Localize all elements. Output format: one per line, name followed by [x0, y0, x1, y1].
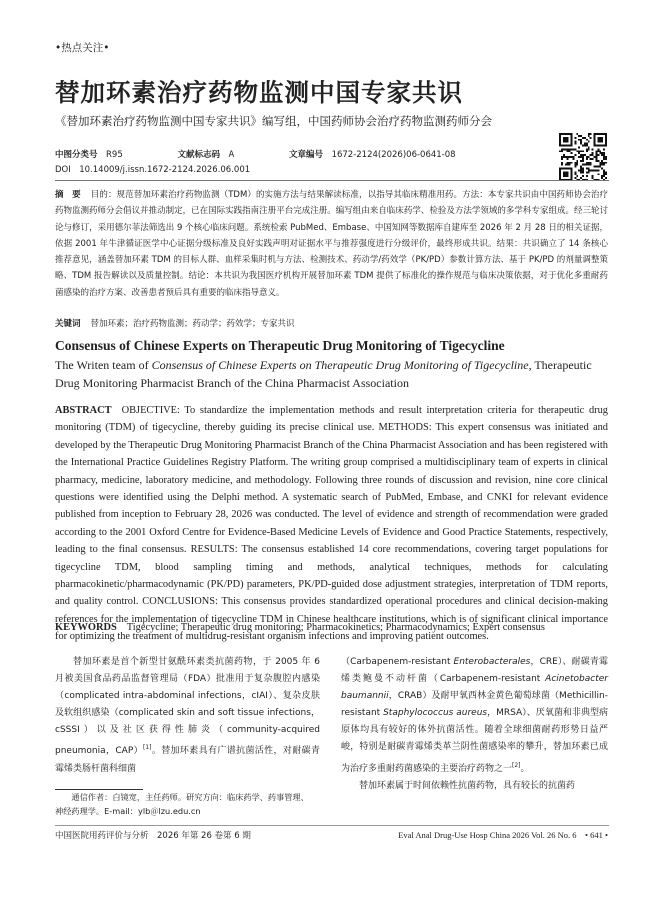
document-code: 文献标志码 A: [177, 150, 235, 160]
abstract-label-cn: 摘 要: [55, 190, 81, 200]
clc-number: 中图分类号 R95: [55, 150, 123, 160]
abstract-text-cn: 目的：规范替加环素治疗药物监测（TDM）的实施方法与结果解读标准，以指导其临床精准用药。方法：本专家共识由中国药师协会治疗药物监测药师分会倡议并推动制定，已在国际实践指南注册平台完成注册。编写组由来自临床药学、检验及方法学领域的多学科专家组成。经三轮讨论与修订，采用德尔菲法筛选出 9 个核心临床问题。系统检索 PubMed、Embase、中国知网等数据库自建库至 2026 年 2 月 28 日的相关证据，依据 2001 年牛津循证医学中心证据分级标准及良好实践声明对证据水平与推荐强度进行分级评价，最终形成共识。结果：共识确立了 14 条核心推荐意见，涵盖替加环素 TDM 的目标人群、血样采集时机与方法、检测技术、药动学/药效学（PK/PD）参数计算方法、基于 PK/PD 的剂量调整策略、TDM 报告解读以及质量控制。结论：本共识为我国医疗机构开展替加环素 TDM 提供了标准化的操作规范与临床决策依据，对于优化多重耐药菌感染的治疗方案、改善患者预后具有重要的临床指导意义。: [55, 190, 608, 298]
paragraph: （Carbapenem-resistant Enterobacterales，CRE）、耐碳青霉烯类鲍曼不动杆菌（Carbapenem-resistant Acinetobacter baumannii，CRAB）及耐甲氧西林金黄色葡萄球菌（Methicillin-resistant Staphylococcus aureus，MRSA）、厌氧菌和非典型病原体均具有较好的体外抗菌活性。随着全球细菌耐药形势日益严峻，特别是耐碳青霉烯类革兰阴性菌感染率的攀升，替加环素已成为治疗多重耐药菌感染的主要治疗药物之一[2]。: [341, 657, 608, 774]
keywords-en: [55, 622, 608, 633]
footnote-divider: [55, 789, 143, 790]
body-column-left: 替加环素是首个新型甘氨酰环素类抗菌药物，于 2005 年 6 月被美国食品药品监督管理局（FDA）批准用于复杂腹腔内感染（complicated intra-abdominal infections，cIAI）、复杂皮肤及软组织感染（complicated skin and soft tissue infections，cSSSI）以及社区获得性肺炎（community-acquired pneumonia，CAP）[1]。替加环素具有广谱抗菌活性，对耐碳青霉烯类肠杆菌科细菌: [55, 657, 320, 774]
article-meta: [55, 148, 508, 160]
corresponding-author-footnote: 通信作者：白镜宽，主任药师。研究方向：临床药学、药事管理、神经药理学。E-mail：ylb＠lzu.edu.cn: [55, 792, 309, 816]
abstract-label-en: ABSTRACT: [55, 405, 112, 416]
journal-footer-en: Eval Anal Drug-Use Hosp China 2026 Vol. 26 No. 6 • 641 •: [398, 830, 608, 840]
keywords-label-en: KEYWORDS: [55, 622, 117, 633]
divider: [55, 180, 609, 181]
article-title-cn: 替加环素治疗药物监测中国专家共识: [55, 78, 463, 107]
paragraph: 替加环素属于时间依赖性抗菌药物，具有较长的抗菌药: [359, 780, 576, 791]
abstract-text-en: OBJECTIVE: To standardize the implementation methods and result interpretation criteria for therapeutic drug monitoring (TDM) of tigecycline, thereby guiding its precise clinical use. METHODS: This expert consensus was initiated and developed by the Therapeutic Drug Monitoring Pharmacist Branch of the China Pharmacist Association and has been registered with the International Practice Guidelines Registry Platform. The writing group comprised a multidisciplinary team of experts in clinical pharmacy, medicine, laboratory medicine, and methodology. Following three rounds of discussion and revision, nine core clinical questions were identified using the Delphi method. A systematic search of PubMed, Embase, and CNKI for relevant evidence published from inception to February 28, 2026 was conducted. The level of evidence and strength of recommendation were graded according to the 2001 Oxford Centre for Evidence-Based Medicine Levels of Evidence and Good Practice Statements, respectively, leading to the final consensus. RESULTS: The consensus established 14 core recommendations, covering target populations for tigecycline TDM, blood sampling timing and methods, analytical techniques, methods for calculating pharmacokinetic/pharmacodynamic (PK/PD) parameters, PK/PD-guided dose adjustment strategies, interpretation of TDM reports, and quality control. CONCLUSIONS: This consensus provides standardized operational procedures and clinical decision-making references for the implementation of tigecycline TDM in Chinese healthcare institutions, which is of significant clinical importance for optimizing the treatment of multidrug-resistant organism infections and improving patient outcomes.: [55, 405, 608, 643]
column-tag: •热点关注•: [55, 42, 110, 54]
keywords-text-cn: 替加环素；治疗药物监测；药动学；药效学；专家共识: [90, 319, 295, 329]
keywords-label-cn: 关键词: [55, 319, 81, 329]
article-title-en: Consensus of Chinese Experts on Therapeutic Drug Monitoring of Tigecycline: [55, 338, 505, 353]
doi: DOI 10.14009/j.issn.1672-2124.2026.06.001: [55, 165, 251, 175]
footer-divider: [55, 825, 609, 826]
authors-en: The Writen team of Consensus of Chinese Experts on Therapeutic Drug Monitoring of Tigecycline, Therapeutic Drug Monitoring Pharmacist Branch of the China Pharmacist Association: [55, 358, 592, 391]
article-number: 文章编号 1672-2124(2026)06-0641-08: [289, 150, 456, 160]
abstract-cn: [55, 187, 608, 301]
abstract-en: [55, 402, 608, 646]
body-column-right: [341, 654, 608, 795]
authors-cn: 《替加环素治疗药物监测中国专家共识》编写组，中国药师协会治疗药物监测药师分会: [55, 114, 492, 128]
citation-link[interactable]: [1]: [142, 744, 152, 752]
keywords-text-en: Tigecycline; Therapeutic drug monitoring; Pharmacokinetics; Pharmacodynamics; Expert consensus: [126, 622, 545, 633]
citation-link[interactable]: [2]: [512, 761, 521, 769]
keywords-cn: [55, 317, 608, 329]
qr-code-icon[interactable]: [559, 133, 607, 181]
journal-footer-cn: 中国医院用药评价与分析 2026 年第 26 卷第 6 期: [55, 831, 251, 841]
